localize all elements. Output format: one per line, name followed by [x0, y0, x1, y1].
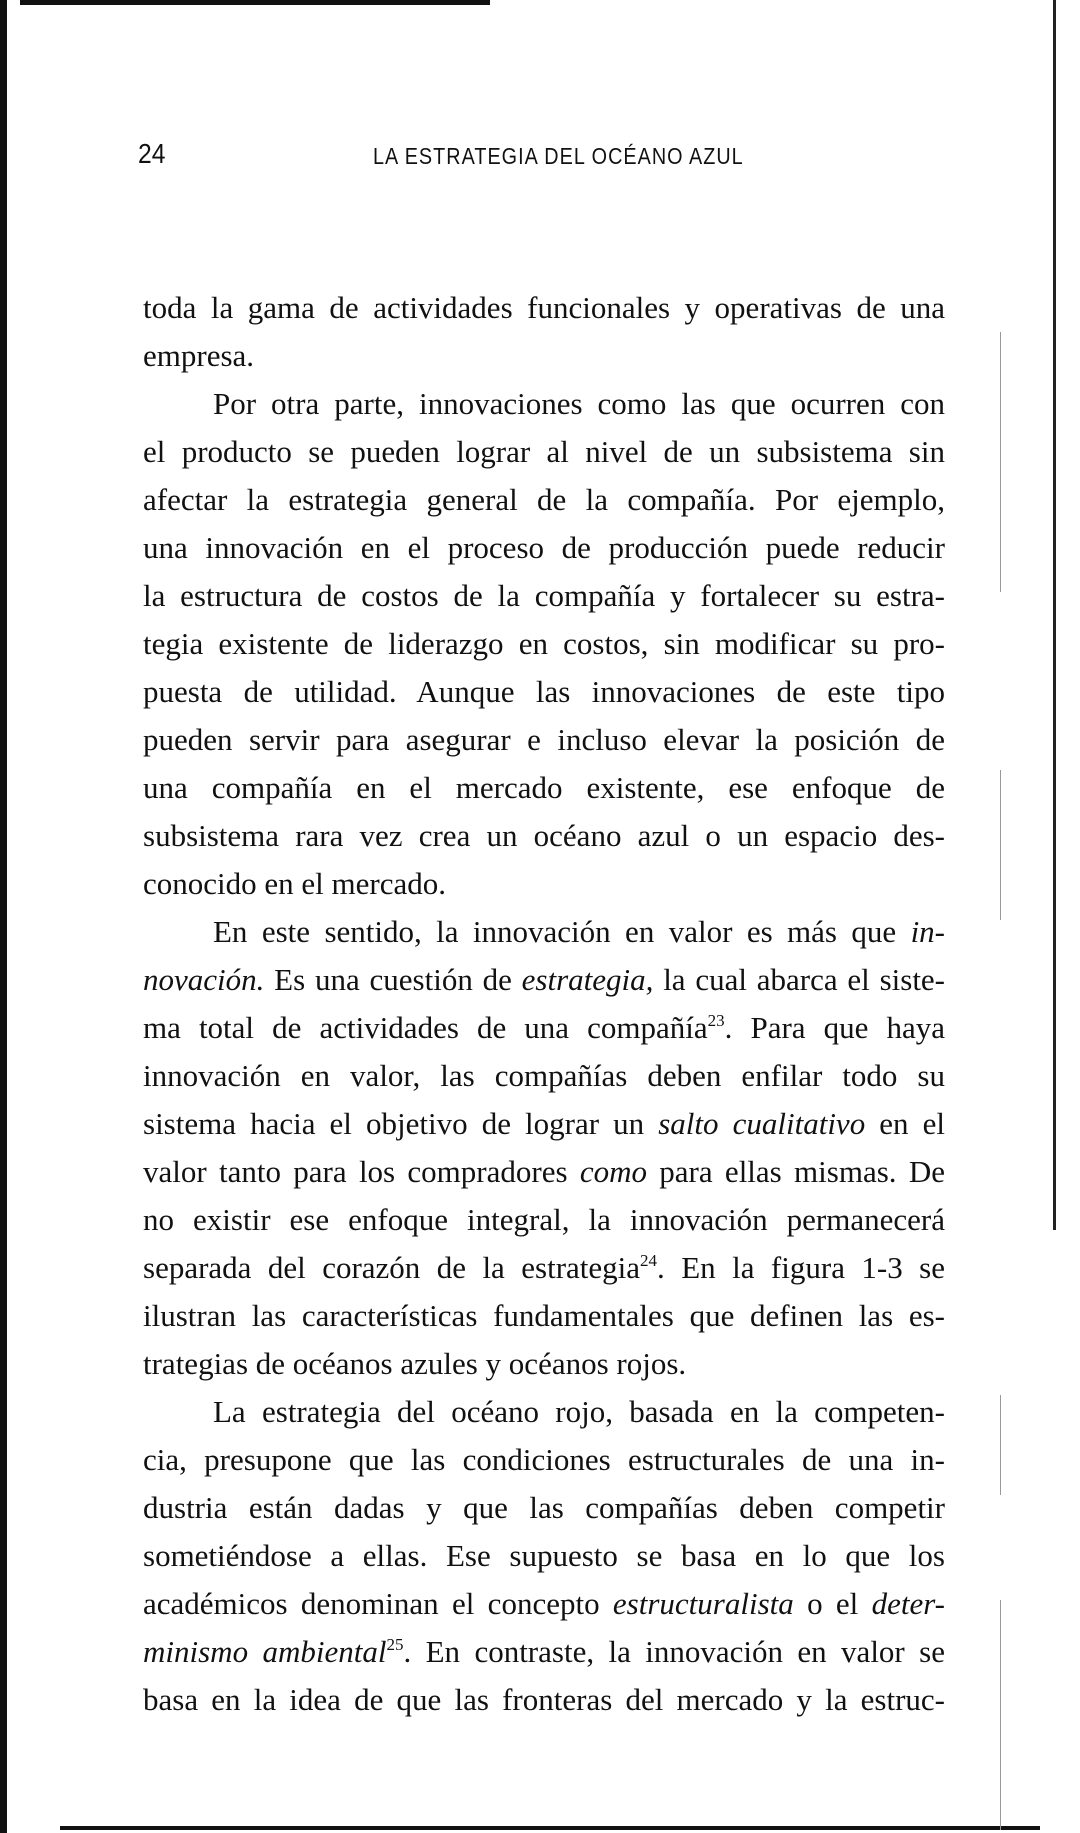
- text-line: [143, 908, 945, 956]
- text-run: toda la gama de actividades funcionales y operativas de una: [143, 290, 945, 325]
- italic-text: como: [579, 1154, 647, 1189]
- text-run: la cual abarca el siste-: [653, 962, 946, 997]
- text-line: [143, 524, 945, 572]
- scan-mark: [1000, 1395, 1001, 1495]
- text-line: [143, 1148, 945, 1196]
- text-run: una compañía en el mercado existente, ese enfoque de: [143, 770, 945, 805]
- scan-mark: [1000, 1600, 1001, 1830]
- text-line: [143, 1676, 945, 1724]
- running-header: LA ESTRATEGIA DEL OCÉANO AZUL: [373, 143, 744, 169]
- text-run: ma total de actividades de una compañía: [143, 1010, 708, 1045]
- text-run: sometiéndose a ellas. Ese supuesto se basa en lo que los: [143, 1538, 945, 1573]
- text-run: el producto se pueden lograr al nivel de un subsistema sin: [143, 434, 945, 469]
- text-line: [143, 860, 945, 908]
- text-line: [143, 284, 945, 332]
- scan-edge-right: [1053, 0, 1056, 1230]
- text-line: [143, 572, 945, 620]
- text-run: la estructura de costos de la compañía y fortalecer su estra-: [143, 578, 945, 613]
- text-run: basa en la idea de que las fronteras del mercado y la estruc-: [143, 1682, 945, 1717]
- footnote-ref: 23: [707, 1011, 725, 1030]
- text-line: [143, 1436, 945, 1484]
- body-text: [143, 284, 945, 1724]
- text-run: En este sentido, la innovación en valor es más que: [213, 914, 911, 949]
- text-line: [143, 764, 945, 812]
- text-run: afectar la estrategia general de la compañía. Por ejemplo,: [143, 482, 945, 517]
- scan-edge-left: [0, 0, 7, 1833]
- text-run: . Para que haya: [724, 1010, 945, 1045]
- text-run: para ellas mismas. De: [646, 1154, 945, 1189]
- text-run: innovación en valor, las compañías deben enfilar todo su: [143, 1058, 945, 1093]
- italic-text: in-: [910, 914, 945, 949]
- text-line: [143, 1532, 945, 1580]
- text-run: conocido en el mercado.: [143, 866, 446, 901]
- text-run: sistema hacia el objetivo de lograr un: [143, 1106, 659, 1141]
- scan-mark: [1000, 332, 1001, 592]
- text-line: [143, 428, 945, 476]
- scan-edge-bottom: [60, 1826, 1040, 1830]
- text-run: trategias de océanos azules y océanos rojos.: [143, 1346, 687, 1381]
- text-line: [143, 1052, 945, 1100]
- page-number: 24: [138, 138, 166, 169]
- text-run: ilustran las características fundamentales que definen las es-: [143, 1298, 945, 1333]
- italic-text: deter-: [871, 1586, 946, 1621]
- text-run: Por otra parte, innovaciones como las que ocurren con: [213, 386, 945, 421]
- text-line: [143, 1580, 945, 1628]
- text-run: una innovación en el proceso de producción puede reducir: [143, 530, 945, 565]
- text-line: [143, 1292, 945, 1340]
- text-run: . En la figura 1-3 se: [657, 1250, 945, 1285]
- text-run: pueden servir para asegurar e incluso elevar la posición de: [143, 722, 945, 757]
- text-line: [143, 1628, 945, 1676]
- text-line: [143, 332, 945, 380]
- text-run: en el: [865, 1106, 946, 1141]
- text-run: . En contraste, la innovación en valor se: [403, 1634, 945, 1669]
- text-run: subsistema rara vez crea un océano azul o un espacio des-: [143, 818, 945, 853]
- text-line: [143, 1196, 945, 1244]
- text-run: académicos denominan el concepto: [143, 1586, 613, 1621]
- text-line: [143, 956, 945, 1004]
- text-run: dustria están dadas y que las compañías deben competir: [143, 1490, 945, 1525]
- italic-text: novación.: [143, 962, 265, 997]
- text-line: [143, 1004, 945, 1052]
- text-run: La estrategia del océano rojo, basada en la competen-: [213, 1394, 945, 1429]
- text-line: [143, 1484, 945, 1532]
- footnote-ref: 25: [386, 1635, 404, 1654]
- italic-text: salto cualitativo: [658, 1106, 866, 1141]
- text-line: [143, 716, 945, 764]
- italic-text: estrategia,: [521, 962, 654, 997]
- text-line: [143, 620, 945, 668]
- italic-text: minismo ambiental: [143, 1634, 387, 1669]
- text-line: [143, 1100, 945, 1148]
- text-run: tegia existente de liderazgo en costos, sin modificar su pro-: [143, 626, 945, 661]
- text-line: [143, 380, 945, 428]
- text-line: [143, 1244, 945, 1292]
- text-run: empresa.: [143, 338, 255, 373]
- text-line: [143, 668, 945, 716]
- scan-edge-top: [20, 0, 490, 5]
- italic-text: estructuralista: [612, 1586, 794, 1621]
- footnote-ref: 24: [640, 1251, 658, 1270]
- text-run: puesta de utilidad. Aunque las innovaciones de este tipo: [143, 674, 945, 709]
- text-line: [143, 812, 945, 860]
- scan-mark: [1000, 770, 1001, 920]
- text-run: o el: [793, 1586, 872, 1621]
- text-line: [143, 476, 945, 524]
- text-run: valor tanto para los compradores: [143, 1154, 580, 1189]
- text-run: cia, presupone que las condiciones estructurales de una in-: [143, 1442, 945, 1477]
- text-line: [143, 1340, 945, 1388]
- text-line: [143, 1388, 945, 1436]
- text-run: no existir ese enfoque integral, la innovación permanecerá: [143, 1202, 945, 1237]
- text-run: Es una cuestión de: [264, 962, 522, 997]
- text-run: separada del corazón de la estrategia: [143, 1250, 641, 1285]
